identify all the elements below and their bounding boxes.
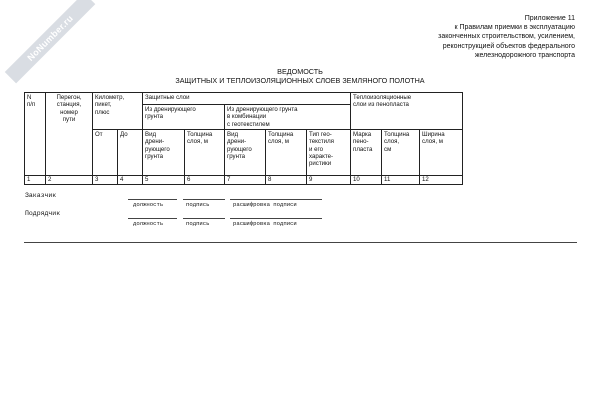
contractor-decoding-caption: расшифровка подписи (233, 220, 297, 227)
appendix-line: Приложение 11 (524, 15, 575, 22)
header-cell-thickness-2: Толщина слоя, м (266, 129, 307, 175)
header-cell-thermal-layers: Теплоизоляционные слои из пенопласта (351, 93, 463, 130)
customer-label: Заказчик (25, 192, 57, 199)
header-cell-to: До (118, 129, 143, 175)
customer-signature-caption: подпись (186, 201, 210, 208)
bottom-divider (24, 242, 577, 243)
header-cell-soil-type-2: Вид дрени- рующего грунта (225, 129, 266, 175)
customer-position-caption: должность (133, 201, 164, 208)
column-number: 7 (225, 176, 266, 185)
column-number: 9 (307, 176, 351, 185)
customer-signature-line (183, 199, 225, 200)
customer-position-line (128, 199, 177, 200)
column-number: 8 (266, 176, 307, 185)
header-cell-drain-soil-geotextile: Из дренирующего грунта в комбинации с геотекстилем (225, 104, 351, 129)
appendix-line: железнодорожного транспорта (474, 51, 575, 59)
header-cell-width: Ширина слоя, м (420, 129, 463, 175)
header-cell-foam-grade: Марка пено- пласта (351, 129, 382, 175)
header-cell-np: N п/п (25, 93, 46, 176)
header-cell-peregon: Перегон, станция, номер пути (46, 93, 93, 176)
column-number: 3 (93, 176, 118, 185)
customer-decoding-line (230, 199, 322, 200)
column-number-row (25, 176, 463, 185)
header-row-1 (25, 93, 463, 105)
column-number: 12 (420, 176, 463, 185)
customer-decoding-caption: расшифровка подписи (233, 201, 297, 208)
contractor-decoding-line (230, 218, 322, 219)
title-line-2: ЗАЩИТНЫХ И ТЕПЛОИЗОЛЯЦИОННЫХ СЛОЕВ ЗЕМЛЯНОГО ПОЛОТНА (175, 75, 425, 85)
contractor-signature-caption: подпись (186, 220, 210, 227)
contractor-label: Подрядчик (25, 210, 61, 217)
header-cell-thickness-3: Толщина слоя, см (382, 129, 420, 175)
header-cell-thickness-1: Толщина слоя, м (185, 129, 225, 175)
header-cell-drain-soil: Из дренирующего грунта (143, 104, 225, 129)
appendix-line: к Правилам приемки в эксплуатацию (454, 24, 575, 32)
appendix-reference (355, 14, 575, 60)
header-cell-geotextile-type: Тип гео- текстиля и его характе- ристики (307, 129, 351, 175)
column-number: 1 (25, 176, 46, 185)
title-line-1: ВЕДОМОСТЬ (277, 67, 323, 76)
column-number: 2 (46, 176, 93, 185)
contractor-signature-line (183, 218, 225, 219)
column-number: 11 (382, 176, 420, 185)
header-cell-soil-type-1: Вид дрени- рующего грунта (143, 129, 185, 175)
column-number: 6 (185, 176, 225, 185)
header-cell-km: Километр, пикет, плюс (93, 93, 143, 130)
appendix-line: реконструкцией объектов федерального (442, 42, 575, 50)
document-title (0, 68, 600, 85)
statement-table (24, 92, 463, 185)
watermark: NoNumber.ru (5, 0, 96, 83)
column-number: 5 (143, 176, 185, 185)
column-number: 10 (351, 176, 382, 185)
contractor-position-line (128, 218, 177, 219)
contractor-position-caption: должность (133, 220, 164, 227)
header-cell-protective-layers: Защитные слои (143, 93, 351, 105)
header-cell-from: От (93, 129, 118, 175)
appendix-line: законченных строительством, усилением, (438, 33, 575, 41)
column-number: 4 (118, 176, 143, 185)
